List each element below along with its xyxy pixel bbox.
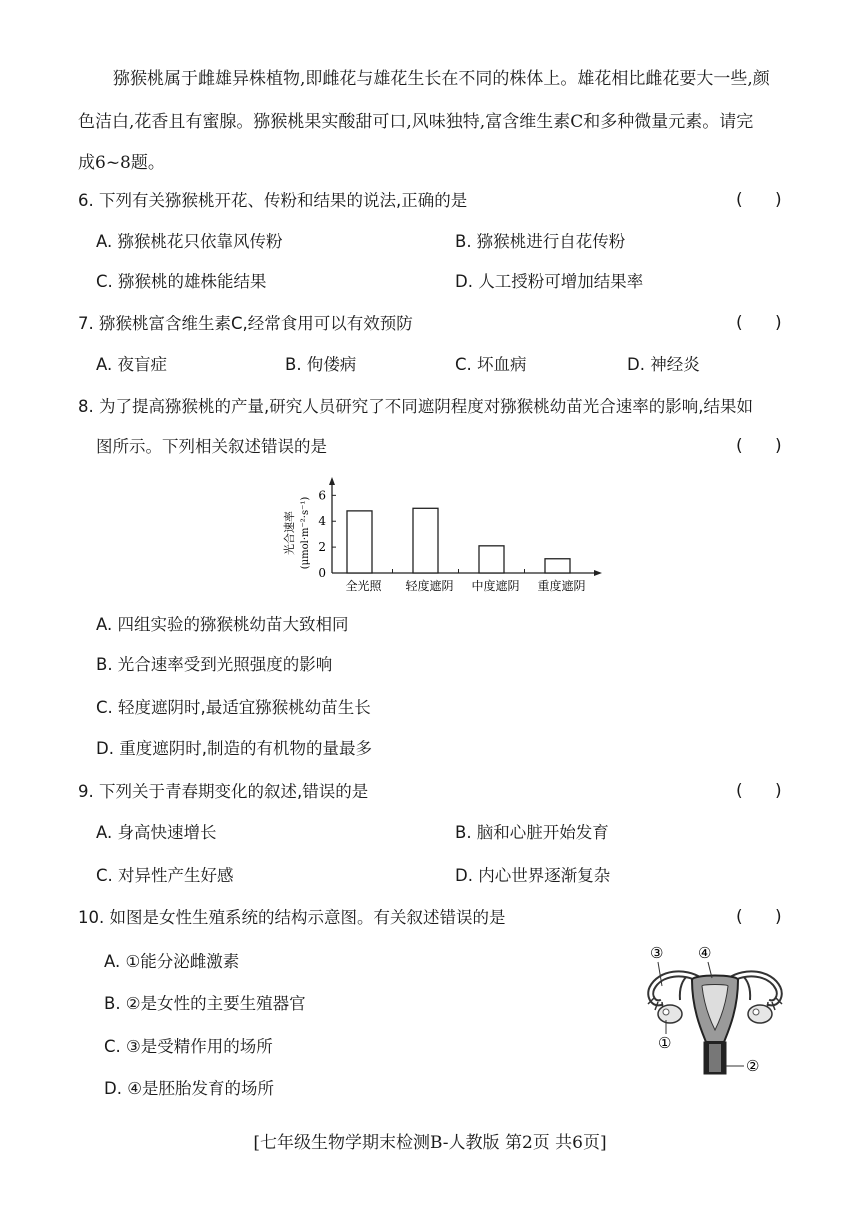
chart-y-tick-label: 0 bbox=[318, 566, 326, 580]
question-9-stem: 9. 下列关于青春期变化的叙述,错误的是 bbox=[78, 782, 369, 801]
chart-y-axis-arrow bbox=[329, 477, 335, 485]
q8-option-a: A. 四组实验的猕猴桃幼苗大致相同 bbox=[96, 615, 349, 634]
question-10-stem: 10. 如图是女性生殖系统的结构示意图。有关叙述错误的是 bbox=[78, 908, 506, 927]
chart-bar bbox=[413, 508, 438, 573]
question-8-stem-line-1: 8. 为了提高猕猴桃的产量,研究人员研究了不同遮阴程度对猕猴桃幼苗光合速率的影响,结果如 bbox=[78, 397, 753, 416]
chart-category-label: 重度遮阴 bbox=[537, 579, 586, 593]
q6-option-d: D. 人工授粉可增加结果率 bbox=[455, 272, 644, 291]
diagram-label-2: ② bbox=[746, 1057, 760, 1075]
answer-bracket-6: ( ) bbox=[736, 190, 782, 210]
q6-option-c: C. 猕猴桃的雄株能结果 bbox=[96, 272, 267, 291]
diagram-label-4: ④ bbox=[698, 944, 712, 962]
chart-y-tick-label: 6 bbox=[318, 488, 326, 503]
chart-category-label: 中度遮阴 bbox=[471, 579, 520, 593]
chart-category-label: 轻度遮阴 bbox=[405, 579, 454, 593]
chart-category-label: 全光照 bbox=[345, 579, 382, 593]
q10-option-d: D. ④是胚胎发育的场所 bbox=[104, 1079, 274, 1098]
chart-y-tick-label: 4 bbox=[318, 514, 326, 529]
female-reproductive-system-diagram bbox=[640, 940, 790, 1080]
passage-line-2: 色洁白,花香且有蜜腺。猕猴桃果实酸甜可口,风味独特,富含维生素C和多种微量元素。请完 bbox=[78, 112, 754, 132]
answer-bracket-10: ( ) bbox=[736, 907, 782, 927]
q9-option-c: C. 对异性产生好感 bbox=[96, 866, 234, 885]
chart-bar bbox=[347, 511, 372, 573]
chart-y-tick-label: 2 bbox=[318, 540, 326, 555]
answer-bracket-7: ( ) bbox=[736, 313, 782, 333]
ovary-left bbox=[658, 1005, 682, 1023]
q10-option-b: B. ②是女性的主要生殖器官 bbox=[104, 994, 306, 1013]
ovary-right bbox=[748, 1005, 772, 1023]
q9-option-a: A. 身高快速增长 bbox=[96, 823, 217, 842]
question-6-stem: 6. 下列有关猕猴桃开花、传粉和结果的说法,正确的是 bbox=[78, 191, 468, 210]
q10-option-a: A. ①能分泌雌激素 bbox=[104, 952, 240, 971]
q7-option-c: C. 坏血病 bbox=[455, 355, 527, 374]
q8-option-d: D. 重度遮阴时,制造的有机物的量最多 bbox=[96, 739, 372, 758]
q9-option-b: B. 脑和心脏开始发育 bbox=[455, 823, 609, 842]
q7-option-a: A. 夜盲症 bbox=[96, 355, 167, 374]
q7-option-b: B. 佝偻病 bbox=[285, 355, 357, 374]
answer-bracket-8: ( ) bbox=[736, 436, 782, 456]
diagram-label-1: ① bbox=[658, 1034, 672, 1052]
photosynthesis-bar-chart bbox=[280, 470, 610, 600]
passage-line-1: 猕猴桃属于雌雄异株植物,即雌花与雄花生长在不同的株体上。雄花相比雌花要大一些,颜 bbox=[113, 69, 770, 89]
q10-option-c: C. ③是受精作用的场所 bbox=[104, 1037, 273, 1056]
q8-option-c: C. 轻度遮阴时,最适宜猕猴桃幼苗生长 bbox=[96, 698, 371, 717]
question-8-stem-line-2: 图所示。下列相关叙述错误的是 bbox=[96, 437, 327, 456]
q6-option-a: A. 猕猴桃花只依靠风传粉 bbox=[96, 232, 283, 251]
answer-bracket-9: ( ) bbox=[736, 781, 782, 801]
q9-option-d: D. 内心世界逐渐复杂 bbox=[455, 866, 611, 885]
chart-x-axis-arrow bbox=[594, 570, 602, 576]
passage-line-3: 成6~8题。 bbox=[78, 153, 165, 173]
question-7-stem: 7. 猕猴桃富含维生素C,经常食用可以有效预防 bbox=[78, 314, 413, 333]
chart-ylabel-line-1: 光合速率 bbox=[283, 511, 296, 555]
diagram-label-3: ③ bbox=[650, 944, 664, 962]
page-footer: [七年级生物学期末检测B-人教版 第2页 共6页] bbox=[253, 1133, 607, 1153]
chart-bar bbox=[545, 559, 570, 573]
chart-bar bbox=[479, 546, 504, 573]
q8-option-b: B. 光合速率受到光照强度的影响 bbox=[96, 655, 333, 674]
chart-ylabel-line-2: (μmol·m⁻²·s⁻¹) bbox=[300, 496, 311, 570]
q7-option-d: D. 神经炎 bbox=[627, 355, 700, 374]
q6-option-b: B. 猕猴桃进行自花传粉 bbox=[455, 232, 626, 251]
